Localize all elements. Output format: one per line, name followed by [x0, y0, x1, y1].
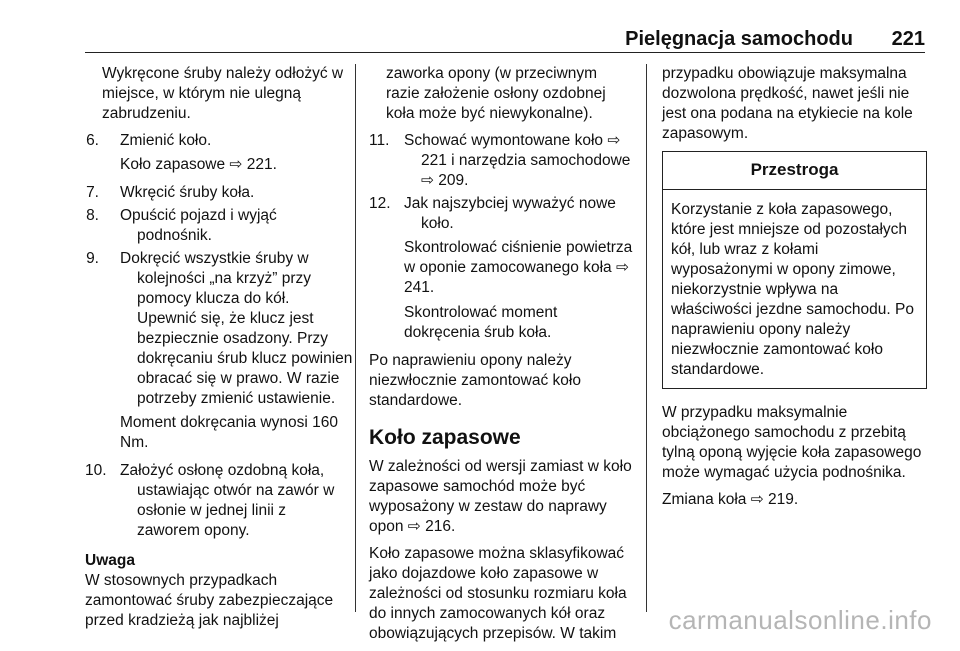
paragraph: Zmiana koła ⇨ 219. — [662, 491, 799, 508]
step-item — [85, 249, 353, 458]
note-title: Uwaga — [85, 552, 135, 569]
step-number: 9. — [86, 250, 99, 267]
step-item — [85, 131, 353, 180]
step-text: Zmienić koło. — [120, 132, 212, 149]
step-item — [85, 183, 353, 203]
step-number: 11. — [369, 132, 390, 149]
step-text: Schować wymontowane koło ⇨ 221 i narzędzia samochodowe ⇨ 209. — [404, 132, 631, 189]
step-text: Dokręcić wszystkie śruby w kolejności „na krzyż” przy pomocy klucza do kół. Upewnić się, że klucz jest bezpiecznie osadzony. Przy dokręcaniu śrub klucz powinien obracać się w prawo. W razie potrzeby zmienić ustawienie. — [120, 250, 353, 407]
note-text: W stosownych przypadkach zamontować śruby zabezpieczające przed kradzieżą jak najbliżej — [85, 572, 334, 629]
page-number: 221 — [891, 28, 925, 50]
step-subtext: Moment dokręcania wynosi 160 Nm. — [120, 414, 338, 451]
paragraph: W przypadku maksymalnie obciążonego samochodu z przebitą tylną oponą wyjęcie koła zapasowego może wymagać użycia podnośnika. — [662, 404, 922, 481]
step-list — [369, 131, 634, 348]
step-item — [85, 461, 353, 541]
step-list — [85, 131, 353, 541]
step-text: Wkręcić śruby koła. — [120, 184, 255, 201]
step-text: Założyć osłonę ozdobną koła, ustawiając otwór na zawór w osłonie w jednej linii z zaworem opony. — [120, 462, 335, 539]
column-left — [85, 64, 353, 638]
watermark: carmanualsonline.info — [668, 605, 932, 635]
step-item — [85, 206, 353, 246]
step-subtext: Skontrolować ciśnienie powietrza w oponie zamocowanego koła ⇨ 241. — [404, 239, 633, 296]
step-number: 8. — [86, 207, 99, 224]
step-text: Opuścić pojazd i wyjąć podnośnik. — [120, 207, 277, 244]
step-item — [369, 131, 634, 191]
step-text: Jak najszybciej wyważyć nowe koło. — [404, 195, 616, 232]
page-header — [85, 24, 925, 53]
caution-title: Przestroga — [663, 152, 926, 190]
continued-text: przypadku obowiązuje maksymalna dozwolona prędkość, nawet jeśli nie jest ona podana na etykiecie na kole zapasowym. — [662, 65, 913, 142]
continued-text: Wykręcone śruby należy odłożyć w miejsce, w którym nie ulegną zabrudzeniu. — [102, 65, 344, 122]
continued-text: zaworka opony (w przeciwnym razie założenie osłony ozdobnej koła może być niewykonalne). — [386, 65, 606, 122]
column-divider — [646, 64, 647, 612]
step-number: 12. — [369, 195, 391, 212]
paragraph: W zależności od wersji zamiast w koło zapasowe samochód może być wyposażony w zestaw do naprawy opon ⇨ 216. — [369, 458, 632, 535]
step-number: 10. — [85, 462, 107, 479]
step-number: 6. — [86, 132, 99, 149]
after-repair-text: Po naprawieniu opony należy niezwłocznie zamontować koło standardowe. — [369, 352, 581, 409]
column-divider — [355, 64, 356, 612]
column-middle — [369, 64, 634, 651]
paragraph: Koło zapasowe można sklasyfikować jako dojazdowe koło zapasowe w zależności od stosunku rozmiaru koła do innych zamocowanych kół oraz obowiązujących przepisów. W takim — [369, 545, 627, 642]
step-number: 7. — [86, 184, 99, 201]
step-item — [369, 194, 634, 348]
caution-box — [662, 151, 927, 389]
column-right — [662, 64, 927, 517]
step-subtext: Koło zapasowe ⇨ 221. — [120, 156, 277, 173]
step-subtext: Skontrolować moment dokręcenia śrub koła. — [404, 304, 558, 341]
section-heading: Koło zapasowe — [369, 426, 521, 449]
caution-text: Korzystanie z koła zapasowego, które jest mniejsze od pozostałych kół, lub wraz z kołami wyposażonymi w opony zimowe, niekorzystnie wpływa na właściwości jezdne samochodu. Po naprawieniu opony należy niezwłocznie zamontować koło standardowe. — [671, 201, 914, 378]
chapter-title: Pielęgnacja samochodu — [625, 28, 853, 50]
